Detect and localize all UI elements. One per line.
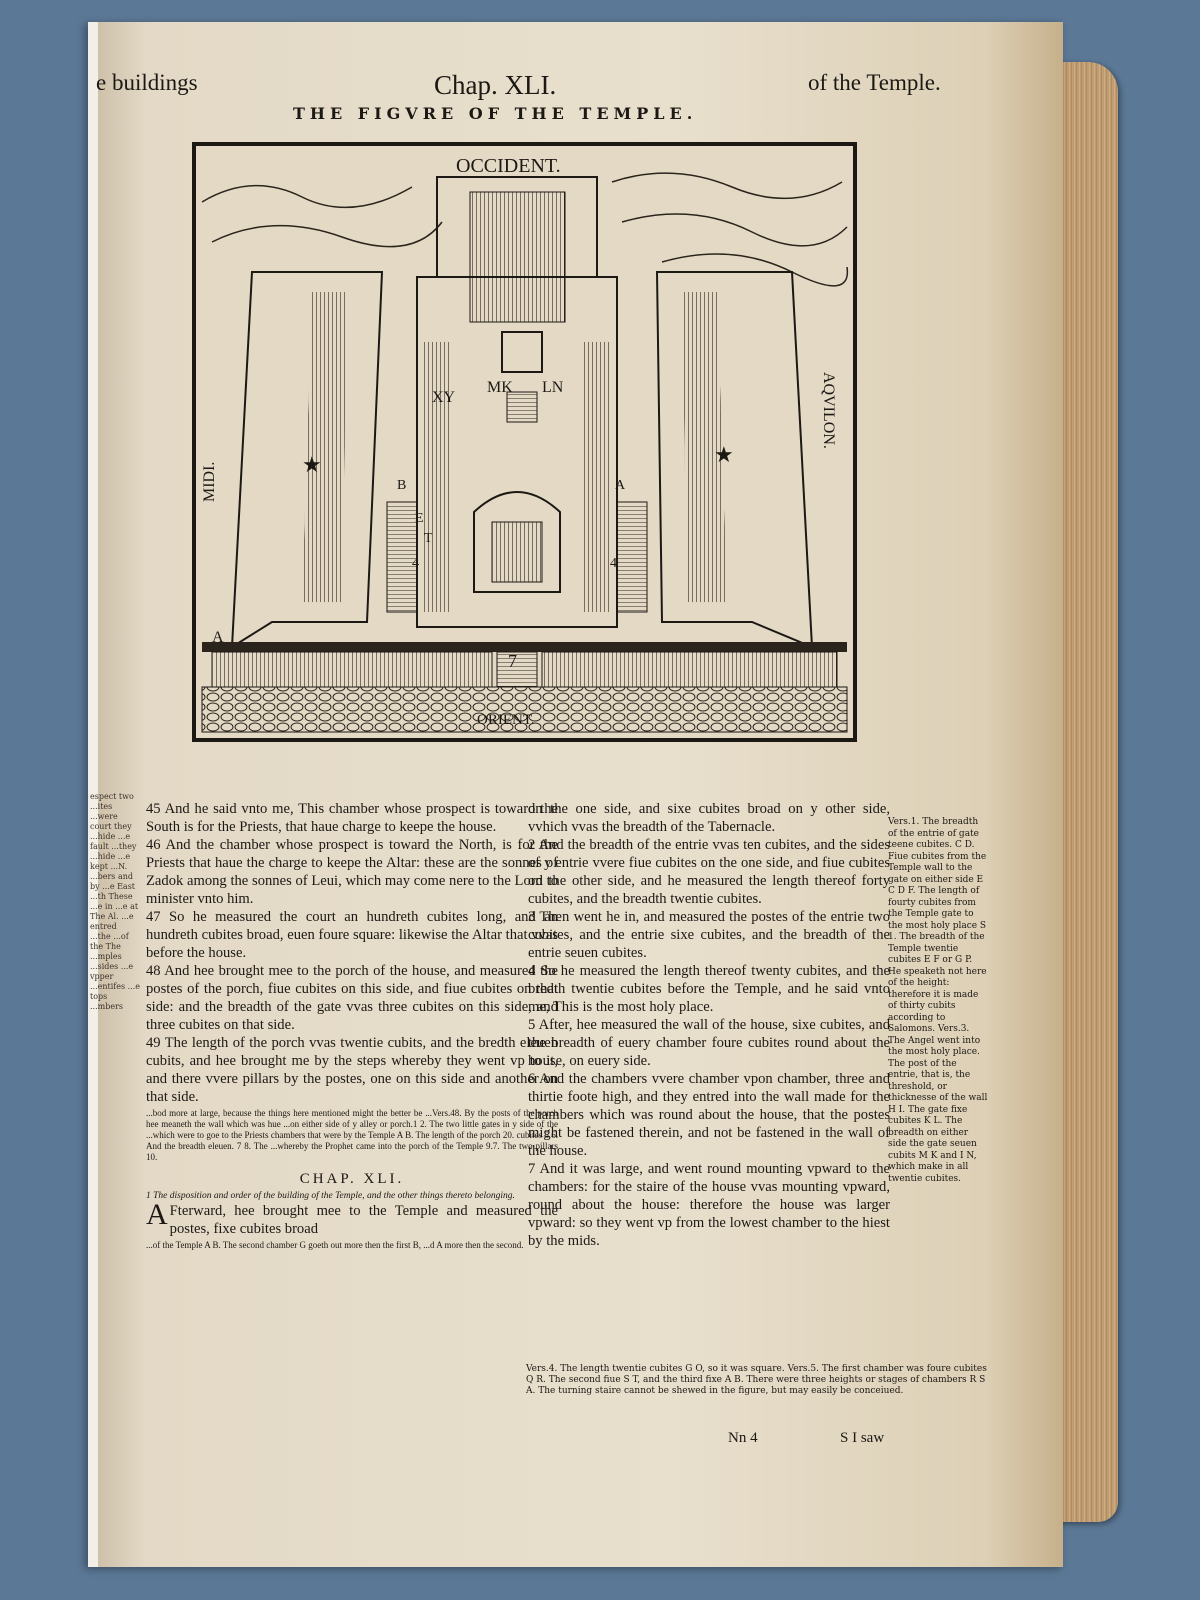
svg-text:MK: MK bbox=[487, 379, 513, 396]
temple-doors bbox=[492, 522, 542, 582]
most-holy-place bbox=[470, 192, 565, 322]
label-occident: OCCIDENT. bbox=[456, 155, 561, 177]
svg-text:B: B bbox=[397, 478, 407, 493]
svg-text:E: E bbox=[415, 511, 424, 526]
chapter-heading: CHAP. XLI. bbox=[299, 1171, 405, 1187]
left-margin-fragments: espect two ...ites ...were court they ...hide ...e fault ...they ...hide ...e kept ...N. ...bers and by ...e East ...th These ...e in ...e at The Al. ...e entred ...the ...of the The ...mples ...sides ...e vpper ...entifes ...e tops ...mbers bbox=[90, 792, 140, 1011]
verse-2: 2 And the breadth of the entrie vvas ten cubites, and the sides of y entrie vvere fiue cubites on the one side, and fiue cubites on the other side, and he measured the length thereof forty cubites, and the breadth twentie cubites. bbox=[528, 837, 890, 907]
svg-text:A: A bbox=[212, 629, 224, 646]
outer-wall bbox=[202, 642, 847, 652]
label-midi: MIDI. bbox=[201, 461, 218, 502]
chapter-summary: 1 The disposition and order of the building of the Temple, and the other things thereto belonging. bbox=[146, 1191, 515, 1201]
verse-3: 3 Then went he in, and measured the postes of the entrie two cubites, and the entrie sixe cubites, and the breadth of the entrie seuen cubites. bbox=[528, 909, 890, 961]
svg-text:LN: LN bbox=[542, 379, 564, 396]
verse-1-cont: on the one side, and sixe cubites broad on y other side, vvhich vvas the breadth of the Tabernacle. bbox=[528, 801, 890, 835]
label-orient: ORIENT. bbox=[477, 712, 535, 728]
text-column-left bbox=[146, 800, 558, 1253]
signature-mark: Nn 4 bbox=[728, 1430, 758, 1446]
running-header-right: of the Temple. bbox=[808, 70, 941, 95]
running-header-left: e buildings bbox=[96, 70, 198, 95]
page bbox=[88, 22, 1063, 1567]
figure-title: THE FIGVRE OF THE TEMPLE. bbox=[293, 104, 698, 123]
running-header-chapter: Chap. XLI. bbox=[434, 70, 557, 100]
verse-4: 4 So he measured the length thereof twenty cubites, and the bredth twentie cubites before the Temple, and he said vnto me, This is the most holy place. bbox=[528, 963, 890, 1015]
text-column-right bbox=[528, 800, 890, 1250]
svg-text:7: 7 bbox=[508, 651, 517, 671]
svg-text:T: T bbox=[424, 531, 433, 546]
verse-45: 45 And he said vnto me, This chamber whose prospect is toward the South is for the Priests, that haue charge to keepe the house. bbox=[146, 801, 558, 835]
verse-46: 46 And the chamber whose prospect is toward the North, is for the Priests that haue the charge to keepe the Altar: these are the sonnes of Zadok among the sonnes of Leui, which may come nere to the Lord to minister vnto him. bbox=[146, 837, 558, 907]
verse-49: 49 The length of the porch vvas twentie cubits, and the bredth eleuen cubits, and hee brought me by the steps whereby they went vp to it, and there vvere pillars by the postes, one on this side and another on that side. bbox=[146, 1035, 558, 1105]
verse-7: 7 And it was large, and went round mounting vpward to the chambers: for the staire of the house vvas mounting vpward, round about the house: therefore the house was larger vpward: so they went vp from the lowest chamber to the hiest by the mids. bbox=[528, 1161, 890, 1249]
svg-text:★: ★ bbox=[302, 452, 322, 477]
east-steps bbox=[497, 652, 537, 687]
verse-47: 47 So he measured the court an hundreth cubites long, and an hundreth cubites broad, euen foure square: likewise the Altar that vvas before the house. bbox=[146, 909, 558, 961]
bottom-footnote: Vers.4. The length twentie cubites G O, so it was square. Vers.5. The first chamber was foure cubites Q R. The second fiue S T, and the third fixe A B. There were three heights or stages of chambers R S A. The turning staire cannot be shewed in the figure, but may easily be conceiued. bbox=[526, 1364, 987, 1396]
verse-6: 6 And the chambers vvere chamber vpon chamber, three and thirtie foote high, and they entred into the wall made for the chambers which was round about the house, that the postes might be fastened therein, and not be fastened in the wall of the house. bbox=[528, 1071, 890, 1159]
margin-note-right: Vers.1. The breadth of the entrie of gate teene cubites. C D. Fiue cubites from the Temple wall to the gate on either side E C D F. The length of fourty cubites from the Temple gate to the most holy place S 1. The breadth of the Temple twentie cubites E F or G P. He speaketh not here of the height: therefore it is made of thirty cubits according to Salomons. Vers.3. The Angel went into the most holy place. The post of the entrie, that is, the threshold, or thicknesse of the wall H I. The gate fixe cubites K L. The breadth on either side the gate seuen cubits M K and I N, which make in all twentie cubites. bbox=[888, 817, 988, 1184]
verse-1: A Fterward, hee brought mee to the Temple and measured the postes, fixe cubites broad bbox=[146, 1198, 558, 1237]
svg-text:XY: XY bbox=[432, 389, 456, 406]
svg-text:A: A bbox=[615, 478, 626, 493]
svg-text:4: 4 bbox=[412, 556, 419, 571]
verse-5: 5 After, hee measured the wall of the house, sixe cubites, and the breadth of euery chamber foure cubites round about the house, on euery side. bbox=[528, 1017, 890, 1069]
drop-cap: A bbox=[146, 1198, 168, 1231]
label-aquilon: AQVILON. bbox=[820, 372, 837, 449]
verse-48: 48 And hee brought mee to the porch of the house, and measured the postes of the porch, fiue cubites on this side, and fiue cubites on that side: and the breadth of the gate vvas three cubites on this side, and three cubites on that side. bbox=[146, 963, 558, 1033]
svg-text:★: ★ bbox=[714, 442, 734, 467]
catchword: S I saw bbox=[840, 1430, 885, 1446]
footnote-ch40: ...bod more at large, because the things here mentioned might the better be ...Vers.48. By the posts of the porch hee meaneth the wall which was hue ...on either side of y alley or porch.1 2. The two little gates in y side of the ...which were to goe to the Priests chambers that were by the Temple A B. The length of the porch 20. cubites 5 6. And the breadth eleuen. 7 8. The ...whereby the Prophet came into the porch of the Temple 9.7. The two pillars 10. bbox=[146, 1108, 558, 1162]
inner-altar bbox=[507, 392, 537, 422]
svg-text:4: 4 bbox=[610, 556, 617, 571]
book bbox=[88, 22, 1118, 1567]
temple-woodcut bbox=[192, 142, 857, 742]
footnote-ch41: ...of the Temple A B. The second chamber G goeth out more then the first B, ...d A more then the second. bbox=[146, 1240, 524, 1250]
